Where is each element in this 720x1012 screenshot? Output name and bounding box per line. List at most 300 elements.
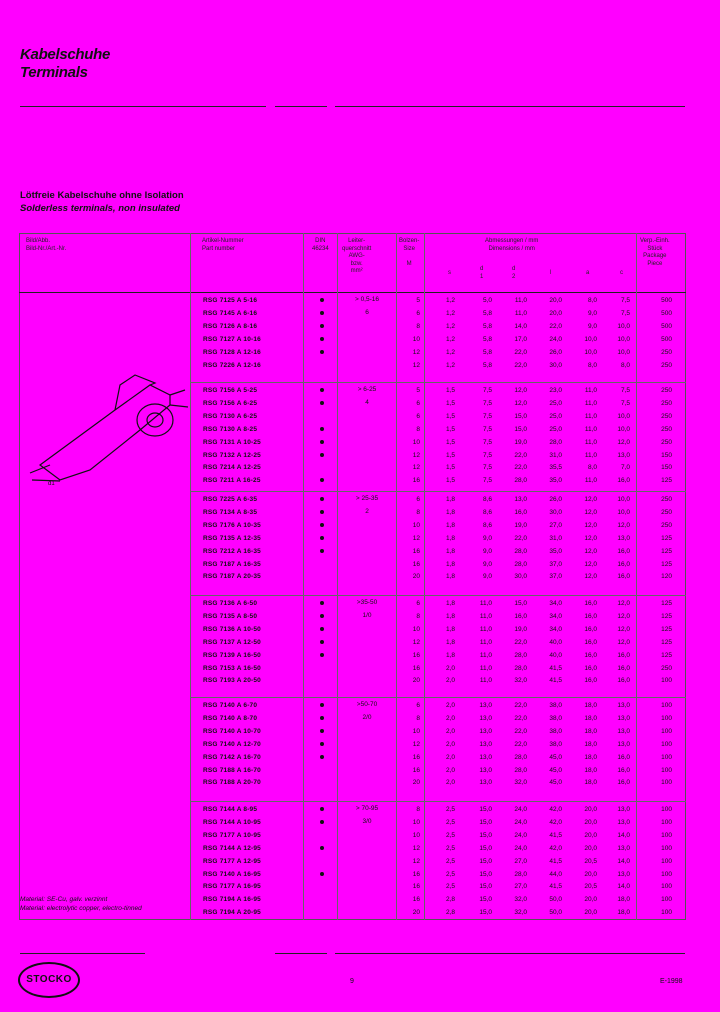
cell-s: 1,8 — [445, 496, 455, 503]
cell-vpe: 100 — [661, 818, 672, 826]
header-d1: d 1 — [480, 266, 484, 280]
cell-d1: 9,0 — [482, 560, 492, 568]
cell-c: 16,0 — [617, 766, 630, 774]
cell-c: 13,0 — [617, 702, 630, 709]
table-row — [0, 359, 720, 372]
table-row — [0, 649, 720, 662]
cell-c: 12,0 — [617, 612, 630, 620]
cell-d2: 22,0 — [514, 727, 527, 735]
cell-s: 1,8 — [445, 638, 455, 646]
cell-d1: 9,0 — [482, 573, 492, 581]
din-bullet-icon — [320, 703, 324, 707]
cell-s: 2,5 — [445, 818, 455, 826]
cell-vpe: 100 — [661, 883, 672, 891]
cell-s: 1,8 — [445, 573, 455, 581]
cell-d1: 13,0 — [479, 779, 492, 787]
cell-a: 20,5 — [584, 883, 597, 891]
cell-l: 41,5 — [549, 857, 562, 865]
part-number: RSG 7130 A 6-25 — [203, 412, 258, 420]
cell-d2: 32,0 — [514, 677, 527, 685]
cell-a: 20,0 — [584, 844, 597, 852]
din-bullet-icon — [320, 653, 324, 657]
cell-l: 25,0 — [549, 399, 562, 407]
table-row — [0, 868, 720, 881]
din-bullet-icon — [320, 755, 324, 759]
cell-d1: 11,0 — [479, 638, 492, 646]
table-row — [0, 558, 720, 571]
awg-size: 6 — [365, 309, 369, 316]
cell-d1: 7,5 — [482, 399, 492, 407]
cell-vpe: 500 — [661, 335, 672, 343]
part-number: RSG 7136 A 10-50 — [203, 625, 261, 633]
cell-a: 12,0 — [584, 560, 597, 568]
table-row — [0, 699, 720, 712]
cell-m: 20 — [412, 909, 420, 917]
cell-m: 8 — [416, 322, 420, 330]
cell-c: 13,0 — [617, 806, 630, 813]
din-bullet-icon — [320, 846, 324, 850]
cell-vpe: 100 — [661, 870, 672, 878]
cell-vpe: 250 — [661, 438, 672, 446]
cell-a: 11,0 — [584, 412, 597, 420]
cell-l: 42,0 — [549, 818, 562, 826]
din-bullet-icon — [320, 523, 324, 527]
din-bullet-icon — [320, 549, 324, 553]
cell-s: 2,0 — [445, 779, 455, 787]
cell-m: 5 — [416, 387, 420, 394]
cell-d1: 11,0 — [479, 625, 492, 633]
cell-m: 20 — [412, 779, 420, 787]
cell-l: 41,5 — [549, 883, 562, 891]
cell-d1: 7,5 — [482, 438, 492, 446]
cell-s: 1,5 — [445, 464, 455, 472]
part-number: RSG 7144 A 12-95 — [203, 844, 261, 852]
table-row — [0, 712, 720, 725]
cell-s: 2,5 — [445, 844, 455, 852]
part-number: RSG 7142 A 16-70 — [203, 753, 261, 761]
cell-s: 2,8 — [445, 896, 455, 904]
cell-d2: 22,0 — [514, 451, 527, 459]
cell-d2: 16,0 — [514, 612, 527, 620]
table-row — [0, 725, 720, 738]
cell-c: 16,0 — [617, 651, 630, 659]
group-rule — [190, 491, 686, 492]
cell-a: 18,0 — [584, 740, 597, 748]
cell-vpe: 100 — [661, 909, 672, 917]
din-bullet-icon — [320, 350, 324, 354]
cell-d1: 15,0 — [479, 831, 492, 839]
part-number: RSG 7144 A 8-95 — [203, 806, 258, 813]
din-bullet-icon — [320, 388, 324, 392]
cell-c: 10,0 — [617, 335, 630, 343]
footer-rule — [275, 953, 327, 954]
part-number: RSG 7128 A 12-16 — [203, 348, 261, 356]
table-header-rule — [19, 292, 686, 293]
cell-d1: 5,8 — [482, 309, 492, 317]
cell-m: 8 — [416, 612, 420, 620]
cell-d2: 32,0 — [514, 909, 527, 917]
cell-d2: 22,0 — [514, 740, 527, 748]
cell-m: 8 — [416, 425, 420, 433]
part-number: RSG 7177 A 10-95 — [203, 831, 261, 839]
cell-m: 12 — [412, 464, 420, 472]
cell-s: 2,0 — [445, 740, 455, 748]
cell-d1: 15,0 — [479, 896, 492, 904]
cell-s: 1,8 — [445, 651, 455, 659]
table-row — [0, 545, 720, 558]
cell-c: 8,0 — [620, 361, 630, 369]
cell-c: 13,0 — [617, 740, 630, 748]
cell-m: 12 — [412, 638, 420, 646]
cell-a: 9,0 — [587, 322, 597, 330]
cell-a: 11,0 — [584, 399, 597, 407]
cell-m: 6 — [416, 600, 420, 607]
cell-vpe: 250 — [661, 399, 672, 407]
part-number: RSG 7137 A 12-50 — [203, 638, 261, 646]
din-bullet-icon — [320, 807, 324, 811]
cell-a: 8,0 — [587, 361, 597, 369]
cell-d2: 24,0 — [514, 806, 527, 813]
table-row — [0, 320, 720, 333]
cell-d1: 15,0 — [479, 870, 492, 878]
cell-vpe: 250 — [661, 425, 672, 433]
cell-vpe: 100 — [661, 766, 672, 774]
cell-vpe: 500 — [661, 322, 672, 330]
cell-d2: 32,0 — [514, 779, 527, 787]
cell-m: 16 — [412, 547, 420, 555]
cell-a: 20,0 — [584, 806, 597, 813]
cell-l: 22,0 — [549, 322, 562, 330]
table-row — [0, 597, 720, 610]
cell-s: 2,0 — [445, 702, 455, 709]
cell-c: 18,0 — [617, 909, 630, 917]
cell-l: 26,0 — [549, 348, 562, 356]
cell-c: 14,0 — [617, 883, 630, 891]
cell-d2: 27,0 — [514, 883, 527, 891]
cell-vpe: 500 — [661, 309, 672, 317]
cell-d1: 7,5 — [482, 464, 492, 472]
cell-s: 1,5 — [445, 412, 455, 420]
table-row — [0, 570, 720, 583]
cell-vpe: 250 — [661, 521, 672, 529]
cell-c: 12,0 — [617, 438, 630, 446]
part-number: RSG 7225 A 6-35 — [203, 496, 258, 503]
header-bolzen: Bolzen- Size M — [399, 238, 420, 267]
cell-d2: 15,0 — [514, 425, 527, 433]
cell-vpe: 250 — [661, 348, 672, 356]
cell-m: 16 — [412, 870, 420, 878]
cell-a: 10,0 — [584, 335, 597, 343]
cell-a: 18,0 — [584, 714, 597, 722]
part-number: RSG 7144 A 10-95 — [203, 818, 261, 826]
part-number: RSG 7139 A 16-50 — [203, 651, 261, 659]
cell-l: 34,0 — [549, 625, 562, 633]
cell-a: 18,0 — [584, 702, 597, 709]
part-number: RSG 7132 A 12-25 — [203, 451, 261, 459]
cell-l: 41,5 — [549, 664, 562, 672]
cell-s: 1,8 — [445, 547, 455, 555]
part-number: RSG 7156 A 6-25 — [203, 399, 258, 407]
part-number: RSG 7176 A 10-35 — [203, 521, 261, 529]
cell-a: 11,0 — [584, 451, 597, 459]
cell-l: 45,0 — [549, 753, 562, 761]
cell-l: 50,0 — [549, 896, 562, 904]
part-number: RSG 7145 A 6-16 — [203, 309, 258, 317]
cell-s: 1,2 — [445, 322, 455, 330]
cell-a: 16,0 — [584, 600, 597, 607]
cell-vpe: 250 — [661, 387, 672, 394]
cell-l: 31,0 — [549, 451, 562, 459]
cell-m: 16 — [412, 766, 420, 774]
cell-m: 6 — [416, 496, 420, 503]
cell-s: 2,8 — [445, 909, 455, 917]
cell-d2: 15,0 — [514, 600, 527, 607]
cell-s: 2,0 — [445, 766, 455, 774]
cell-m: 6 — [416, 702, 420, 709]
din-bullet-icon — [320, 401, 324, 405]
din-bullet-icon — [320, 510, 324, 514]
cell-l: 25,0 — [549, 425, 562, 433]
table-row — [0, 532, 720, 545]
cell-l: 26,0 — [549, 496, 562, 503]
cell-c: 16,0 — [617, 560, 630, 568]
part-number: RSG 7177 A 12-95 — [203, 857, 261, 865]
cell-d1: 13,0 — [479, 727, 492, 735]
cell-d2: 12,0 — [514, 399, 527, 407]
cell-l: 23,0 — [549, 387, 562, 394]
cell-m: 16 — [412, 753, 420, 761]
din-bullet-icon — [320, 337, 324, 341]
cell-c: 7,0 — [620, 464, 630, 472]
cell-l: 20,0 — [549, 297, 562, 304]
cell-c: 13,0 — [617, 451, 630, 459]
part-number: RSG 7212 A 16-35 — [203, 547, 261, 555]
cell-a: 12,0 — [584, 547, 597, 555]
cell-d1: 9,0 — [482, 547, 492, 555]
cell-d1: 15,0 — [479, 844, 492, 852]
cell-vpe: 100 — [661, 740, 672, 748]
cell-d2: 14,0 — [514, 322, 527, 330]
cell-vpe: 125 — [661, 547, 672, 555]
cell-d1: 13,0 — [479, 702, 492, 709]
cross-section-range: > 0,5-16 — [354, 296, 380, 303]
cell-l: 42,0 — [549, 806, 562, 813]
cell-d2: 22,0 — [514, 464, 527, 472]
table-row — [0, 776, 720, 789]
stocko-logo: STOCKO — [18, 962, 80, 998]
part-number: RSG 7140 A 16-95 — [203, 870, 261, 878]
cell-m: 12 — [412, 857, 420, 865]
cell-m: 20 — [412, 573, 420, 581]
footer-rule — [20, 953, 145, 954]
header-vpe: Verp.-Einh. Stück Package Piece — [640, 238, 670, 267]
cell-d2: 22,0 — [514, 638, 527, 646]
part-number: RSG 7135 A 12-35 — [203, 534, 261, 542]
cell-c: 7,5 — [620, 399, 630, 407]
table-row — [0, 436, 720, 449]
part-number: RSG 7211 A 16-25 — [203, 477, 261, 485]
cell-l: 34,0 — [549, 612, 562, 620]
cell-m: 10 — [412, 438, 420, 446]
cell-d1: 13,0 — [479, 766, 492, 774]
din-bullet-icon — [320, 614, 324, 618]
header-leiter: Leiter- querschnitt AWG- bzw. mm² — [342, 238, 372, 274]
cell-d2: 11,0 — [514, 297, 527, 304]
cross-section-range: >50-70 — [356, 701, 378, 708]
cell-vpe: 250 — [661, 496, 672, 503]
cell-d1: 11,0 — [479, 600, 492, 607]
cell-c: 13,0 — [617, 727, 630, 735]
cell-c: 7,5 — [620, 297, 630, 304]
table-row — [0, 333, 720, 346]
cell-d2: 28,0 — [514, 870, 527, 878]
cell-d2: 28,0 — [514, 766, 527, 774]
cell-s: 1,2 — [445, 361, 455, 369]
header-l: l — [550, 270, 552, 276]
din-bullet-icon — [320, 742, 324, 746]
cell-a: 16,0 — [584, 664, 597, 672]
cell-d1: 5,8 — [482, 361, 492, 369]
cell-d1: 8,6 — [482, 496, 492, 503]
cell-a: 8,0 — [587, 464, 597, 472]
din-bullet-icon — [320, 601, 324, 605]
cell-a: 20,0 — [584, 896, 597, 904]
cell-m: 10 — [412, 335, 420, 343]
cell-s: 2,0 — [445, 677, 455, 685]
header-rule — [275, 106, 327, 107]
part-number: RSG 7125 A 5-16 — [203, 297, 258, 304]
table-row — [0, 423, 720, 436]
din-bullet-icon — [320, 324, 324, 328]
cell-s: 1,8 — [445, 521, 455, 529]
cell-m: 16 — [412, 883, 420, 891]
cell-c: 12,0 — [617, 625, 630, 633]
awg-size: 1/0 — [362, 612, 372, 619]
cell-a: 11,0 — [584, 387, 597, 394]
cell-s: 1,8 — [445, 534, 455, 542]
din-bullet-icon — [320, 716, 324, 720]
cell-m: 10 — [412, 521, 420, 529]
cell-d1: 11,0 — [479, 664, 492, 672]
din-bullet-icon — [320, 536, 324, 540]
cell-m: 20 — [412, 677, 420, 685]
part-number: RSG 7193 A 20-50 — [203, 677, 261, 685]
part-number: RSG 7140 A 6-70 — [203, 702, 258, 709]
cell-d1: 11,0 — [479, 612, 492, 620]
part-number: RSG 7194 A 16-95 — [203, 896, 261, 904]
cell-d1: 15,0 — [479, 806, 492, 813]
cell-c: 12,0 — [617, 521, 630, 529]
cell-m: 12 — [412, 534, 420, 542]
part-number: RSG 7140 A 8-70 — [203, 714, 258, 722]
cell-c: 16,0 — [617, 477, 630, 485]
cell-d1: 5,8 — [482, 348, 492, 356]
table-row — [0, 842, 720, 855]
cell-l: 38,0 — [549, 727, 562, 735]
part-number: RSG 7135 A 8-50 — [203, 612, 258, 620]
group-rule — [190, 697, 686, 698]
cell-a: 12,0 — [584, 573, 597, 581]
cell-a: 18,0 — [584, 727, 597, 735]
section-title-en: Solderless terminals, non insulated — [20, 203, 180, 214]
cell-s: 1,8 — [445, 612, 455, 620]
table-row — [0, 610, 720, 623]
cell-m: 12 — [412, 348, 420, 356]
table-row — [0, 493, 720, 506]
table-row — [0, 410, 720, 423]
cell-d2: 12,0 — [514, 387, 527, 394]
cell-s: 1,5 — [445, 399, 455, 407]
cell-m: 12 — [412, 844, 420, 852]
cell-a: 20,0 — [584, 870, 597, 878]
table-row — [0, 674, 720, 687]
cell-d1: 15,0 — [479, 857, 492, 865]
cell-l: 37,0 — [549, 573, 562, 581]
part-number: RSG 7140 A 10-70 — [203, 727, 261, 735]
cell-vpe: 100 — [661, 831, 672, 839]
table-row — [0, 461, 720, 474]
page-number: 9 — [350, 978, 354, 985]
table-row — [0, 738, 720, 751]
cross-section-range: >35-50 — [356, 599, 378, 606]
cell-m: 10 — [412, 818, 420, 826]
cell-c: 10,0 — [617, 425, 630, 433]
cell-a: 16,0 — [584, 625, 597, 633]
cell-c: 16,0 — [617, 753, 630, 761]
cell-s: 1,5 — [445, 477, 455, 485]
cell-a: 16,0 — [584, 677, 597, 685]
footer-rule — [335, 953, 685, 954]
cell-s: 1,8 — [445, 508, 455, 516]
cell-l: 37,0 — [549, 560, 562, 568]
cell-l: 40,0 — [549, 651, 562, 659]
part-number: RSG 7131 A 10-25 — [203, 438, 261, 446]
cell-d1: 13,0 — [479, 753, 492, 761]
cell-c: 16,0 — [617, 547, 630, 555]
part-number: RSG 7136 A 6-50 — [203, 600, 258, 607]
cell-vpe: 100 — [661, 857, 672, 865]
cell-l: 40,0 — [549, 638, 562, 646]
cell-a: 9,0 — [587, 309, 597, 317]
part-number: RSG 7127 A 10-16 — [203, 335, 261, 343]
cell-a: 20,0 — [584, 831, 597, 839]
cell-l: 25,0 — [549, 412, 562, 420]
cell-l: 38,0 — [549, 740, 562, 748]
cell-a: 16,0 — [584, 651, 597, 659]
cell-s: 1,5 — [445, 387, 455, 394]
din-bullet-icon — [320, 453, 324, 457]
cell-c: 10,0 — [617, 508, 630, 516]
header-c: c — [620, 270, 623, 276]
edition-date: E-1998 — [660, 978, 683, 985]
cell-vpe: 125 — [661, 477, 672, 485]
cell-m: 8 — [416, 508, 420, 516]
cell-d1: 7,5 — [482, 412, 492, 420]
table-row — [0, 662, 720, 675]
cell-vpe: 125 — [661, 560, 672, 568]
part-number: RSG 7126 A 8-16 — [203, 322, 258, 330]
table-row — [0, 855, 720, 868]
table-row — [0, 307, 720, 320]
cell-a: 12,0 — [584, 496, 597, 503]
cell-c: 16,0 — [617, 779, 630, 787]
cross-section-range: > 6-25 — [357, 386, 377, 393]
cell-s: 1,8 — [445, 600, 455, 607]
part-number: RSG 7130 A 8-25 — [203, 425, 258, 433]
cell-m: 10 — [412, 831, 420, 839]
cell-l: 42,0 — [549, 844, 562, 852]
page-title-en: Terminals — [20, 64, 88, 81]
